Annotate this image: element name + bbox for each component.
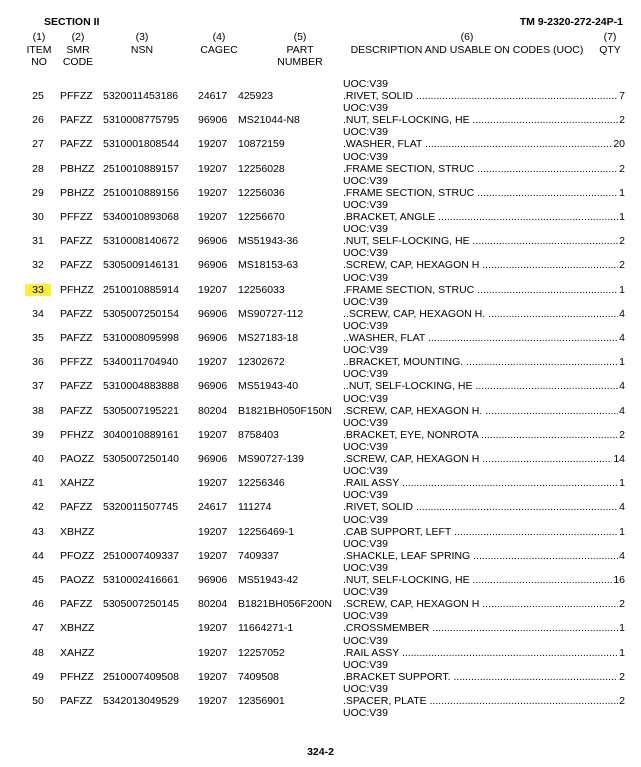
part-number: 8758403 [238, 428, 279, 441]
part-number: B1821BH050F150N [238, 404, 332, 417]
cagec: 19207 [198, 356, 228, 369]
smr-code: PFHZZ [60, 428, 94, 441]
smr-code: PAFZZ [60, 235, 93, 248]
uoc-code: UOC:V39 [343, 150, 388, 163]
nsn: 3040010889161 [103, 428, 179, 441]
table-row [0, 634, 641, 661]
col-num: (1) [32, 31, 46, 43]
item-number: 40 [32, 453, 44, 465]
quantity: 2 [619, 598, 625, 611]
quantity: 1 [619, 477, 625, 490]
quantity: 4 [619, 404, 625, 417]
smr-code: PFOZZ [60, 549, 95, 562]
item-number: 29 [32, 186, 44, 199]
description: .BRACKET SUPPORT. ..... [343, 671, 623, 683]
quantity: 1 [619, 356, 625, 369]
part-number: 10872159 [238, 138, 285, 151]
smr-code: XAHZZ [60, 477, 95, 490]
cagec: 19207 [198, 670, 228, 683]
part-number: MS51943-36 [238, 235, 299, 248]
quantity: 2 [619, 259, 625, 272]
item-number: 48 [32, 646, 44, 659]
cagec: 19207 [198, 549, 228, 562]
col-num: (7) [603, 31, 617, 43]
nsn: 5342013049529 [103, 695, 179, 707]
quantity: 2 [619, 162, 625, 175]
quantity: 4 [619, 501, 625, 514]
part-number: 12256346 [238, 477, 285, 490]
smr-code: XBHZZ [60, 525, 95, 538]
cagec: 96906 [198, 574, 228, 586]
cagec: 19207 [198, 525, 228, 538]
uoc-code: UOC:V39 [343, 634, 388, 647]
uoc-code: UOC:V39 [343, 320, 388, 332]
col-header-item [22, 31, 56, 69]
table-row [0, 491, 641, 515]
smr-code: XBHZZ [60, 622, 95, 635]
smr-code: PBHZZ [60, 186, 95, 199]
smr-code: PAFZZ [60, 380, 93, 393]
nsn: 5320011507745 [103, 501, 179, 514]
section-title: SECTION II [44, 16, 100, 28]
smr-code: PFFZZ [60, 211, 93, 223]
col-num: (3) [135, 31, 149, 43]
table-row [0, 588, 641, 612]
item-number: 27 [32, 138, 44, 151]
part-number: 12257052 [238, 646, 285, 659]
nsn: 2510007409508 [103, 670, 179, 683]
table-row [0, 249, 641, 273]
nsn: 2510007409337 [103, 549, 179, 562]
cagec: 24617 [198, 90, 228, 102]
cagec: 19207 [198, 283, 228, 296]
cagec: 96906 [198, 332, 228, 344]
nsn: 5310002416661 [103, 574, 179, 586]
quantity: 16 [613, 574, 625, 586]
uoc-last: UOC:V39 [343, 707, 388, 720]
cagec: 19207 [198, 162, 228, 175]
smr-code: PAFZZ [60, 259, 93, 272]
description: .SCREW, CAP, HEXAGON H ..... [343, 259, 623, 271]
table-row [0, 443, 641, 467]
col-line1: ITEM [26, 43, 52, 56]
uoc-code: UOC:V39 [343, 223, 388, 236]
uoc-code: UOC:V39 [343, 344, 388, 357]
item-number: 41 [32, 477, 44, 490]
description: .NUT, SELF-LOCKING, HE ..... [343, 574, 623, 586]
item-number: 35 [32, 332, 44, 344]
nsn: 2510010889156 [103, 186, 179, 199]
col-header-description [342, 31, 592, 56]
smr-code: PFFZZ [60, 356, 93, 369]
smr-code: XAHZZ [60, 646, 95, 659]
smr-code: PAFZZ [60, 501, 93, 514]
cagec: 19207 [198, 695, 228, 707]
smr-code: PAFZZ [60, 404, 93, 417]
col-num: (2) [71, 31, 85, 43]
part-number: 7409337 [238, 549, 279, 562]
nsn: 5305009146131 [103, 259, 179, 272]
table-row [0, 322, 641, 346]
cagec: 19207 [198, 211, 228, 223]
uoc-code: UOC:V39 [343, 271, 388, 284]
item-number: 42 [32, 501, 44, 514]
uoc-code: UOC:V39 [343, 441, 388, 453]
quantity: 14 [613, 453, 625, 465]
part-number: 111274 [238, 501, 272, 514]
nsn: 5310001808544 [103, 138, 179, 151]
smr-code: PAFZZ [60, 332, 93, 344]
cagec: 19207 [198, 186, 228, 199]
quantity: 2 [619, 695, 625, 707]
item-number: 44 [32, 549, 44, 562]
smr-code: PAOZZ [60, 453, 95, 465]
item-number: 30 [32, 211, 44, 223]
part-number: MS51943-42 [238, 574, 299, 586]
col-header-cagec [196, 31, 242, 56]
smr-code: PFFZZ [60, 90, 93, 102]
table-row [0, 392, 641, 419]
item-number: 37 [32, 380, 44, 393]
col-line1: PART [286, 43, 314, 56]
table-row [0, 174, 641, 201]
part-number: 7409508 [238, 670, 279, 683]
col-num: (4) [212, 31, 226, 43]
cagec: 19207 [198, 622, 228, 635]
description: .SCREW, CAP, HEXAGON H. ..... [343, 405, 623, 417]
cagec: 80204 [198, 598, 228, 611]
table-row [0, 104, 641, 128]
description: ..BRACKET, MOUNTING. ..... [343, 356, 623, 368]
quantity: 1 [619, 622, 625, 635]
uoc-code: UOC:V39 [343, 465, 388, 478]
part-number: MS90727-139 [238, 453, 304, 465]
part-number: 12256033 [238, 283, 285, 296]
part-number: MS27183-18 [238, 332, 299, 344]
col-line2: QTY [599, 43, 621, 56]
cagec: 19207 [198, 428, 228, 441]
description: ..WASHER, FLAT ..... [343, 332, 623, 344]
smr-code: PAFZZ [60, 114, 93, 127]
description: .SCREW, CAP, HEXAGON H ..... [343, 598, 623, 610]
quantity: 7 [619, 90, 625, 102]
smr-code: PAFZZ [60, 598, 93, 611]
description: .RIVET, SOLID ..... [343, 501, 623, 513]
uoc-code: UOC:V39 [343, 683, 388, 695]
uoc-code: UOC:V39 [343, 102, 388, 115]
nsn: 5310008775795 [103, 114, 179, 127]
description: ..SCREW, CAP, HEXAGON H. ..... [343, 308, 623, 320]
cagec: 96906 [198, 235, 228, 248]
description: .FRAME SECTION, STRUC ..... [343, 163, 623, 175]
nsn: 5340010893068 [103, 211, 179, 223]
uoc-code: UOC:V39 [343, 658, 388, 671]
table-row [0, 564, 641, 588]
uoc-code: UOC:V39 [343, 610, 388, 623]
quantity: 1 [619, 283, 625, 296]
nsn: 5310008095998 [103, 332, 179, 344]
description: .SHACKLE, LEAF SPRING ..... [343, 550, 623, 562]
item-number: 38 [32, 404, 44, 417]
quantity: 2 [619, 114, 625, 127]
col-line2: CODE [62, 56, 94, 68]
part-number: 12256036 [238, 186, 285, 199]
item-number: 33 [25, 284, 51, 296]
col-header-part [270, 31, 330, 69]
quantity: 1 [619, 211, 625, 223]
cagec: 19207 [198, 138, 228, 151]
item-number: 25 [32, 90, 44, 102]
part-number: MS21044-N8 [238, 114, 300, 127]
smr-code: PFHZZ [60, 283, 94, 296]
cagec: 19207 [198, 477, 228, 490]
nsn: 5320011453186 [103, 90, 179, 102]
quantity: 4 [619, 307, 625, 320]
table-row [0, 225, 641, 249]
table-row [0, 537, 641, 564]
item-number: 46 [32, 598, 44, 611]
nsn: 5305007250154 [103, 307, 179, 320]
col-header-smr [58, 31, 98, 69]
col-line2: DESCRIPTION AND USABLE ON CODES (UOC) [350, 43, 584, 56]
smr-code: PBHZZ [60, 162, 95, 175]
uoc-code: UOC:V39 [343, 489, 388, 502]
quantity: 2 [619, 428, 625, 441]
smr-code: PAFZZ [60, 138, 93, 151]
uoc-code: UOC:V39 [343, 513, 388, 526]
quantity: 1 [619, 186, 625, 199]
table-row [0, 346, 641, 370]
page-number: 324-2 [307, 746, 334, 758]
item-number: 45 [32, 574, 44, 586]
item-number: 43 [32, 525, 44, 538]
cagec: 96906 [198, 114, 228, 127]
item-number: 39 [32, 428, 44, 441]
cagec: 24617 [198, 501, 228, 514]
table-row [0, 128, 641, 152]
item-number: 28 [32, 162, 44, 175]
quantity: 1 [619, 646, 625, 659]
description: .RAIL ASSY ..... [343, 647, 623, 659]
table-row [0, 150, 641, 177]
smr-code: PFHZZ [60, 670, 94, 683]
uoc-code: UOC:V39 [343, 416, 388, 429]
quantity: 4 [619, 380, 625, 393]
col-header-nsn [120, 31, 164, 56]
quantity: 2 [619, 235, 625, 248]
col-line2: NSN [130, 43, 154, 56]
part-number: MS90727-112 [238, 307, 304, 320]
table-row [0, 685, 641, 709]
table-row [0, 467, 641, 491]
description: .BRACKET, EYE, NONROTA ..... [343, 429, 623, 441]
nsn: 2510010889157 [103, 162, 179, 175]
table-row [0, 658, 641, 685]
description: .FRAME SECTION, STRUC ..... [343, 284, 623, 296]
smr-code: PAFZZ [60, 307, 93, 320]
part-number: 12256670 [238, 211, 285, 223]
description: .NUT, SELF-LOCKING, HE ..... [343, 114, 623, 126]
nsn: 5310004883888 [103, 380, 179, 393]
description: .SPACER, PLATE ..... [343, 695, 623, 707]
cagec: 80204 [198, 404, 228, 417]
description: .WASHER, FLAT ..... [343, 138, 623, 150]
table-row [0, 80, 641, 104]
part-number: 12302672 [238, 356, 285, 369]
uoc-code: UOC:V39 [343, 562, 388, 574]
cagec: 96906 [198, 453, 228, 465]
cagec: 96906 [198, 307, 228, 320]
quantity: 4 [619, 549, 625, 562]
col-line2: NUMBER [277, 56, 323, 68]
part-number: B1821BH056F200N [238, 598, 332, 611]
item-number: 50 [32, 695, 44, 707]
table-row [0, 201, 641, 225]
uoc-code: UOC:V39 [343, 78, 388, 90]
uoc-code: UOC:V39 [343, 586, 388, 599]
part-number: 12356901 [238, 695, 285, 707]
quantity: 4 [619, 332, 625, 344]
nsn: 5305007195221 [103, 404, 179, 417]
item-number: 34 [32, 307, 44, 320]
table-row [0, 295, 641, 322]
smr-code: PAFZZ [60, 695, 93, 707]
uoc-code: UOC:V39 [343, 174, 388, 187]
col-num: (6) [460, 31, 474, 43]
description: .RAIL ASSY ..... [343, 477, 623, 489]
part-number: 12256028 [238, 162, 285, 175]
quantity: 2 [619, 670, 625, 683]
description: .CROSSMEMBER ..... [343, 622, 623, 634]
col-line2: CAGEC [200, 43, 238, 56]
nsn: 5305007250140 [103, 453, 179, 465]
description: .CAB SUPPORT, LEFT ..... [343, 526, 623, 538]
uoc-code: UOC:V39 [343, 199, 388, 211]
col-line2: NO [31, 56, 47, 68]
table-row [0, 271, 641, 298]
item-number: 32 [32, 259, 44, 272]
col-line1: SMR [66, 43, 90, 56]
item-number: 36 [32, 356, 44, 369]
table-row [0, 370, 641, 394]
uoc-code: UOC:V39 [343, 392, 388, 405]
description: .RIVET, SOLID ..... [343, 90, 623, 102]
tm-number: TM 9-2320-272-24P-1 [519, 16, 623, 28]
quantity: 1 [619, 525, 625, 538]
description: .SCREW, CAP, HEXAGON H ..... [343, 453, 623, 465]
item-number: 47 [32, 622, 44, 635]
nsn: 5310008140672 [103, 235, 179, 248]
table-row [0, 513, 641, 540]
col-header-qty [596, 31, 624, 56]
part-number: 12256469-1 [238, 525, 295, 538]
table-row [0, 416, 641, 443]
nsn: 5340011704940 [103, 356, 179, 369]
cagec: 96906 [198, 380, 228, 393]
description: .FRAME SECTION, STRUC ..... [343, 187, 623, 199]
uoc-code: UOC:V39 [343, 247, 388, 260]
nsn: 2510010885914 [103, 283, 179, 296]
cagec: 96906 [198, 259, 228, 272]
uoc-code: UOC:V39 [343, 368, 388, 381]
part-number: 11664271-1 [238, 622, 294, 635]
col-num: (5) [293, 31, 307, 43]
item-number: 26 [32, 114, 44, 127]
table-row [0, 612, 641, 636]
part-number: MS18153-63 [238, 259, 299, 272]
description: .BRACKET, ANGLE ..... [343, 211, 623, 223]
nsn: 5305007250145 [103, 598, 179, 611]
description: .NUT, SELF-LOCKING, HE ..... [343, 235, 623, 247]
item-number: 31 [32, 235, 44, 248]
cagec: 19207 [198, 646, 228, 659]
uoc-code: UOC:V39 [343, 126, 388, 139]
item-number: 49 [32, 670, 44, 683]
quantity: 20 [613, 138, 625, 151]
description: ..NUT, SELF-LOCKING, HE ..... [343, 380, 623, 392]
uoc-code: UOC:V39 [343, 537, 388, 550]
uoc-code: UOC:V39 [343, 295, 388, 308]
smr-code: PAOZZ [60, 574, 95, 586]
part-number: MS51943-40 [238, 380, 299, 393]
part-number: 425923 [238, 90, 274, 102]
